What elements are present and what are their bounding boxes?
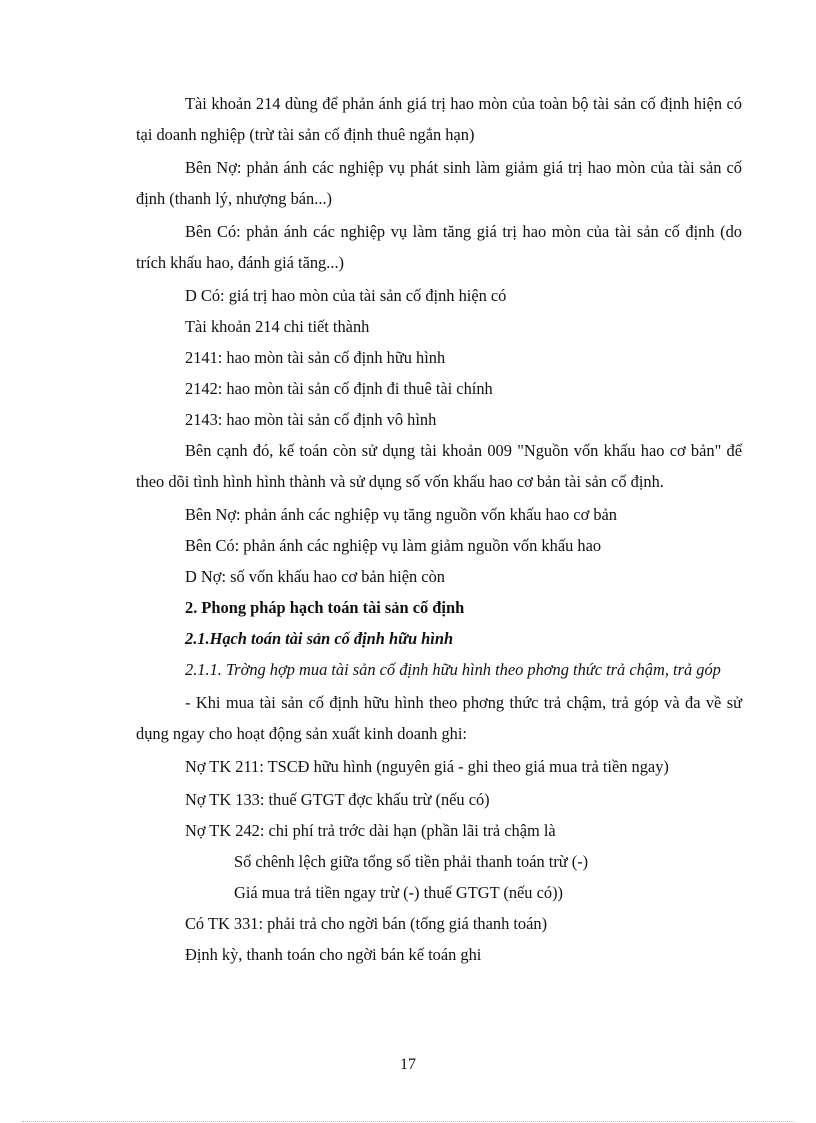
subsubsection-heading: 2.1.1. Trờng hợp mua tài sản cố định hữu hình theo phơng thức trả chậm, trả góp	[185, 660, 721, 679]
page-border-dotted	[22, 1121, 794, 1122]
document-body	[136, 88, 742, 970]
subsection-heading: 2.1.Hạch toán tài sản cố định hữu hình	[185, 629, 454, 648]
paragraph: D Có: giá trị hao mòn của tài sản cố định hiện có	[185, 286, 507, 305]
paragraph: Có TK 331: phải trả cho ngời bán (tổng giá thanh toán)	[185, 914, 548, 933]
paragraph: D Nợ: số vốn khấu hao cơ bản hiện còn	[185, 567, 445, 586]
paragraph: 2143: hao mòn tài sản cố định vô hình	[185, 410, 437, 429]
paragraph: Bên Nợ: phản ánh các nghiệp vụ tăng nguồn vốn khấu hao cơ bản	[185, 505, 617, 524]
paragraph: Số chênh lệch giữa tổng số tiền phải thanh toán trừ (-)	[234, 852, 589, 871]
paragraph: Giá mua trả tiền ngay trừ (-) thuế GTGT (nếu có))	[234, 883, 563, 902]
paragraph: 2141: hao mòn tài sản cố định hữu hình	[185, 348, 446, 367]
paragraph: Nợ TK 211: TSCĐ hữu hình (nguyên giá - ghi theo giá mua trả tiền ngay)	[185, 757, 669, 776]
paragraph: - Khi mua tài sản cố định hữu hình theo phơng thức trả chậm, trả góp và đa về sử dụng ngay cho hoạt động sản xuất kinh doanh ghi:	[136, 693, 742, 743]
paragraph: Định kỳ, thanh toán cho ngời bán kế toán ghi	[185, 945, 482, 964]
paragraph: Nợ TK 242: chi phí trả trớc dài hạn (phần lãi trả chậm là	[185, 821, 556, 840]
paragraph: Bên Nợ: phản ánh các nghiệp vụ phát sinh làm giảm giá trị hao mòn của tài sản cố định (thanh lý, nhượng bán...)	[136, 158, 742, 208]
page-number: 17	[400, 1056, 416, 1073]
paragraph: Bên cạnh đó, kế toán còn sử dụng tài khoản 009 "Nguồn vốn khấu hao cơ bản" để theo dõi tình hình hình thành và sử dụng số vốn khấu hao cơ bản tài sản cố định.	[136, 441, 742, 491]
paragraph: 2142: hao mòn tài sản cố định đi thuê tài chính	[185, 379, 493, 398]
section-heading: 2. Phong pháp hạch toán tài sản cố định	[185, 598, 465, 617]
paragraph: Tài khoản 214 dùng để phản ánh giá trị hao mòn của toàn bộ tài sản cố định hiện có tại doanh nghiệp (trừ tài sản cố định thuê ngắn hạn)	[136, 94, 742, 144]
paragraph: Bên Có: phản ánh các nghiệp vụ làm tăng giá trị hao mòn của tài sản cố định (do trích khấu hao, đánh giá tăng...)	[136, 222, 742, 272]
paragraph: Tài khoản 214 chi tiết thành	[185, 317, 370, 336]
paragraph: Nợ TK 133: thuế GTGT đợc khấu trừ (nếu có)	[185, 790, 490, 809]
paragraph: Bên Có: phản ánh các nghiệp vụ làm giảm nguồn vốn khấu hao	[185, 536, 602, 555]
